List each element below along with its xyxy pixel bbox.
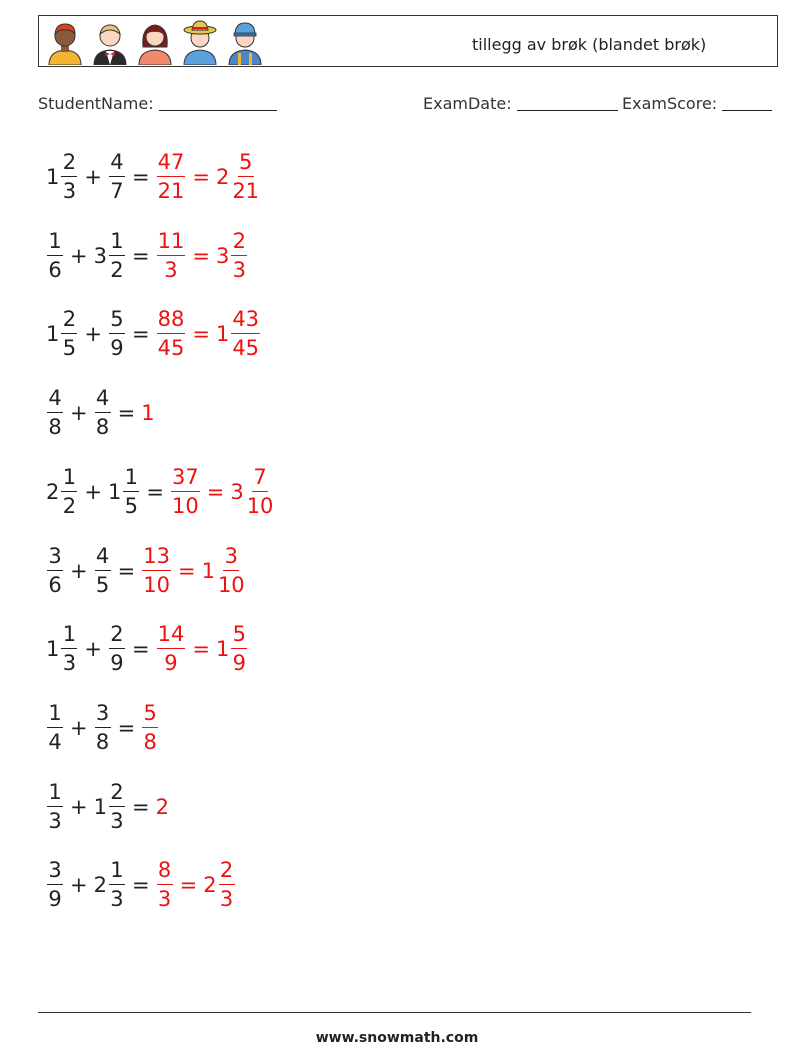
addend-a-numerator: 4 <box>47 388 63 413</box>
answer <box>156 624 249 674</box>
addend-b-numerator: 2 <box>109 624 125 649</box>
exam-score-label: ExamScore: <box>622 94 718 113</box>
addend-a-numerator: 1 <box>61 467 77 492</box>
answer-equals-sign: = <box>192 637 210 662</box>
answer-mixed-denominator: 10 <box>217 572 245 597</box>
answer-improper-fraction <box>157 309 186 359</box>
equals-sign: = <box>117 715 136 740</box>
problem-row <box>46 145 261 209</box>
answer-mixed-whole: 1 <box>201 558 215 583</box>
answer-mixed-numerator: 3 <box>223 546 239 571</box>
answer-improper-fraction <box>171 464 200 518</box>
answer-improper-denominator: 8 <box>143 729 157 754</box>
plus-sign: + <box>70 401 88 426</box>
answer-improper-numerator: 14 <box>157 624 186 649</box>
addend-b-denominator: 5 <box>95 572 110 597</box>
plus-sign: + <box>84 637 102 662</box>
addend-b-denominator: 8 <box>95 415 110 440</box>
answer-mixed-mixed-number <box>216 309 261 359</box>
answer-equals-sign: = <box>179 873 198 898</box>
addend-a-mixed-number <box>46 309 78 359</box>
addend-b-whole: 1 <box>93 794 107 819</box>
answer-mixed-mixed-number <box>201 543 247 597</box>
answer-improper-fraction <box>157 152 186 202</box>
footer-site: www.snowmath.com <box>315 1030 479 1046</box>
equals-sign: = <box>117 401 136 426</box>
addend-b-mixed-number <box>108 152 126 202</box>
plus-sign: + <box>70 715 88 740</box>
answer-mixed-fraction <box>231 309 260 359</box>
answer-mixed-whole: 2 <box>215 165 230 189</box>
equals-sign: = <box>131 794 150 819</box>
answer-mixed-mixed-number <box>216 624 248 674</box>
answer-improper-fraction <box>142 543 171 597</box>
answer <box>156 860 236 910</box>
addend-b-numerator: 5 <box>109 309 125 334</box>
addend-a-mixed-number <box>46 388 64 438</box>
addend-a-numerator: 1 <box>47 231 63 256</box>
addend-b-fraction <box>109 228 125 282</box>
addend-b-numerator: 2 <box>109 782 125 807</box>
addend-b-fraction <box>109 152 125 202</box>
problem-row <box>46 302 261 366</box>
plus-sign: + <box>70 558 88 583</box>
answer-improper-mixed-number <box>156 860 174 910</box>
problem-row <box>46 775 169 839</box>
equals-sign: = <box>131 322 150 347</box>
answer <box>141 543 246 597</box>
addend-b-whole: 1 <box>107 479 122 504</box>
answer-mixed-fraction <box>217 543 246 597</box>
addend-a-denominator: 6 <box>48 572 62 597</box>
answer-improper-fraction <box>142 700 158 754</box>
addend-b-fraction <box>123 464 139 518</box>
exam-score-blank[interactable] <box>722 94 772 111</box>
exam-date-label: ExamDate: <box>423 94 512 113</box>
avatar-waiter-icon <box>90 19 130 65</box>
answer-improper-mixed-number <box>156 624 187 674</box>
addend-b-mixed-number <box>94 860 126 910</box>
problem-row <box>46 696 159 760</box>
addend-b-mixed-number <box>107 464 140 518</box>
answer-improper-numerator: 47 <box>157 152 186 177</box>
plus-sign: + <box>70 794 88 819</box>
answer-mixed-denominator: 3 <box>232 257 246 282</box>
answer-improper-mixed-number <box>156 228 187 282</box>
addend-a-numerator: 2 <box>61 309 77 334</box>
problem-row <box>46 617 248 681</box>
addend-a-mixed-number <box>46 700 64 754</box>
plus-sign: + <box>84 322 102 347</box>
addend-a-mixed-number <box>46 779 64 833</box>
addend-a-fraction <box>47 779 63 833</box>
answer-improper-fraction <box>157 860 173 910</box>
exam-date-blank[interactable] <box>517 94 618 111</box>
addend-b-fraction <box>109 779 125 833</box>
answer-mixed-whole: 3 <box>230 479 244 504</box>
answer-mixed-numerator: 5 <box>231 624 247 649</box>
answer-improper-mixed-number <box>170 464 201 518</box>
addend-b-denominator: 9 <box>110 651 124 676</box>
addend-b-denominator: 5 <box>124 493 139 518</box>
answer-mixed-whole: 1 <box>215 637 230 662</box>
student-name-label: StudentName: <box>38 94 154 113</box>
answer-equals-sign: = <box>177 558 196 583</box>
answer-mixed-numerator: 43 <box>231 309 260 334</box>
footer-divider <box>38 1012 751 1013</box>
addend-b-denominator: 3 <box>110 887 124 912</box>
plus-sign: + <box>70 243 88 268</box>
exam-score-field <box>622 94 772 113</box>
addend-a-whole: 2 <box>46 479 60 504</box>
addend-a-denominator: 6 <box>48 257 62 282</box>
addend-b-numerator: 3 <box>95 703 111 728</box>
answer-whole: 1 <box>141 401 155 426</box>
addend-a-denominator: 8 <box>48 415 62 440</box>
student-name-field <box>38 94 277 113</box>
addend-a-numerator: 1 <box>47 782 63 807</box>
addend-a-mixed-number <box>46 464 78 518</box>
problem-row <box>46 853 236 917</box>
addend-b-mixed-number <box>93 228 126 282</box>
answer-improper-numerator: 11 <box>157 231 186 256</box>
answer-improper-denominator: 3 <box>157 887 172 912</box>
answer-mixed-mixed-number <box>216 152 261 202</box>
answer-equals-sign: = <box>206 479 225 504</box>
answer-mixed-denominator: 9 <box>232 651 246 676</box>
addend-b-denominator: 9 <box>110 336 124 361</box>
addend-b-mixed-number <box>94 388 112 438</box>
answer-mixed-denominator: 21 <box>232 179 260 203</box>
answer-mixed-numerator: 5 <box>238 152 254 177</box>
avatar-worker-icon <box>225 19 265 65</box>
addend-a-fraction <box>47 700 63 754</box>
addend-a-mixed-number <box>46 152 78 202</box>
addend-a-fraction <box>47 860 63 910</box>
addend-b-denominator: 2 <box>110 257 124 282</box>
answer-improper-numerator: 88 <box>157 309 186 334</box>
addend-a-denominator: 5 <box>62 336 77 361</box>
addend-b-fraction <box>109 309 125 359</box>
addend-b-numerator: 4 <box>95 546 111 571</box>
answer-whole: 2 <box>155 794 169 819</box>
avatar-farmer-icon <box>180 19 220 65</box>
addend-b-denominator: 8 <box>95 729 110 754</box>
answer <box>156 309 261 359</box>
addend-a-fraction <box>47 228 63 282</box>
addend-a-denominator: 2 <box>62 493 77 518</box>
plus-sign: + <box>70 873 88 898</box>
avatar-row <box>45 19 265 65</box>
answer-improper-mixed-number <box>141 543 172 597</box>
addend-b-mixed-number <box>94 543 112 597</box>
problem-row <box>46 460 275 524</box>
answer-improper-denominator: 45 <box>157 336 185 361</box>
plus-sign: + <box>84 479 102 504</box>
addend-b-fraction <box>109 624 125 674</box>
addend-b-mixed-number <box>93 779 126 833</box>
answer-improper-mixed-number <box>141 700 159 754</box>
answer-mixed-whole: 3 <box>215 243 230 268</box>
answer-improper-numerator: 13 <box>142 546 171 571</box>
problem-row <box>46 539 247 603</box>
addend-a-denominator: 4 <box>48 729 62 754</box>
answer-mixed-fraction <box>219 860 235 910</box>
addend-a-fraction <box>61 152 77 202</box>
answer-mixed-mixed-number <box>215 228 248 282</box>
answer <box>156 228 249 282</box>
answer-mixed-fraction <box>231 152 260 202</box>
addend-b-whole: 2 <box>93 873 107 898</box>
answer-improper-denominator: 3 <box>164 257 178 282</box>
addend-b-numerator: 4 <box>95 388 111 413</box>
answer-mixed-whole: 2 <box>203 873 217 898</box>
answer-improper-numerator: 8 <box>157 860 173 885</box>
answer-mixed-fraction <box>246 464 275 518</box>
addend-a-numerator: 3 <box>47 860 63 885</box>
addend-b-denominator: 3 <box>110 808 124 833</box>
addend-a-mixed-number <box>46 624 78 674</box>
answer-mixed-numerator: 2 <box>231 231 247 256</box>
answer-improper-denominator: 9 <box>164 651 178 676</box>
answer-mixed-fraction <box>231 228 247 282</box>
problem-row <box>46 224 248 288</box>
header-box <box>38 15 778 67</box>
answer-improper-fraction <box>157 228 186 282</box>
answer-mixed-numerator: 2 <box>219 860 235 885</box>
addend-a-numerator: 1 <box>47 703 63 728</box>
answer-mixed-whole: 1 <box>215 322 230 347</box>
answer-improper-denominator: 10 <box>143 572 170 597</box>
student-name-blank[interactable] <box>159 94 277 111</box>
answer <box>141 700 159 754</box>
addend-b-fraction <box>109 860 125 910</box>
addend-a-denominator: 3 <box>48 808 62 833</box>
answer <box>156 795 169 819</box>
addend-a-fraction <box>47 388 63 438</box>
answer-mixed-mixed-number <box>203 860 235 910</box>
exam-date-field <box>423 94 618 113</box>
answer-equals-sign: = <box>192 165 210 189</box>
answer <box>170 464 275 518</box>
equals-sign: = <box>131 243 150 268</box>
answer <box>156 152 261 202</box>
addend-b-fraction <box>95 700 111 754</box>
answer-improper-mixed-number <box>156 309 187 359</box>
addend-a-mixed-number <box>46 543 64 597</box>
addend-b-mixed-number <box>94 700 112 754</box>
addend-a-fraction <box>47 543 63 597</box>
answer-improper-mixed-number <box>156 152 187 202</box>
addend-a-denominator: 9 <box>48 887 62 912</box>
addend-b-mixed-number <box>108 309 126 359</box>
addend-a-whole: 1 <box>46 322 60 347</box>
addend-a-fraction <box>61 624 77 674</box>
addend-a-mixed-number <box>46 860 64 910</box>
equals-sign: = <box>117 558 136 583</box>
worksheet-title: tillegg av brøk (blandet brøk) <box>472 35 707 54</box>
addend-b-fraction <box>95 543 111 597</box>
addend-b-numerator: 4 <box>109 152 125 177</box>
addend-a-denominator: 3 <box>62 179 77 203</box>
answer-mixed-denominator: 3 <box>219 887 234 912</box>
addend-a-whole: 1 <box>46 165 60 189</box>
equals-sign: = <box>131 165 150 189</box>
equals-sign: = <box>131 637 150 662</box>
avatar-girl-icon <box>135 19 175 65</box>
addend-b-fraction <box>95 388 111 438</box>
equals-sign: = <box>146 479 164 504</box>
addend-a-denominator: 3 <box>62 651 77 676</box>
answer-improper-fraction <box>157 624 186 674</box>
avatar-boy-icon <box>45 19 85 65</box>
answer-mixed-denominator: 10 <box>246 493 274 518</box>
addend-a-numerator: 2 <box>61 152 77 177</box>
answer-equals-sign: = <box>192 322 210 347</box>
answer-equals-sign: = <box>192 243 210 268</box>
equals-sign: = <box>131 873 150 898</box>
addend-a-numerator: 1 <box>61 624 77 649</box>
answer-mixed-fraction <box>231 624 247 674</box>
answer-improper-numerator: 37 <box>171 467 200 492</box>
addend-a-numerator: 3 <box>47 546 63 571</box>
addend-a-mixed-number <box>46 228 64 282</box>
addend-b-whole: 3 <box>93 243 107 268</box>
plus-sign: + <box>84 165 102 189</box>
answer <box>141 401 154 425</box>
answer-mixed-numerator: 7 <box>252 467 268 492</box>
addend-a-whole: 1 <box>46 637 60 662</box>
addend-b-numerator: 1 <box>109 860 125 885</box>
answer-improper-numerator: 5 <box>142 703 158 728</box>
addend-a-fraction <box>61 464 77 518</box>
addend-a-fraction <box>61 309 77 359</box>
addend-b-numerator: 1 <box>109 231 125 256</box>
addend-b-denominator: 7 <box>110 179 124 203</box>
answer-improper-denominator: 10 <box>171 493 199 518</box>
answer-improper-denominator: 21 <box>157 179 185 203</box>
addend-b-mixed-number <box>108 624 126 674</box>
answer-mixed-mixed-number <box>230 464 275 518</box>
problem-row <box>46 381 155 445</box>
answer-mixed-denominator: 45 <box>232 336 260 361</box>
addend-b-numerator: 1 <box>123 467 139 492</box>
